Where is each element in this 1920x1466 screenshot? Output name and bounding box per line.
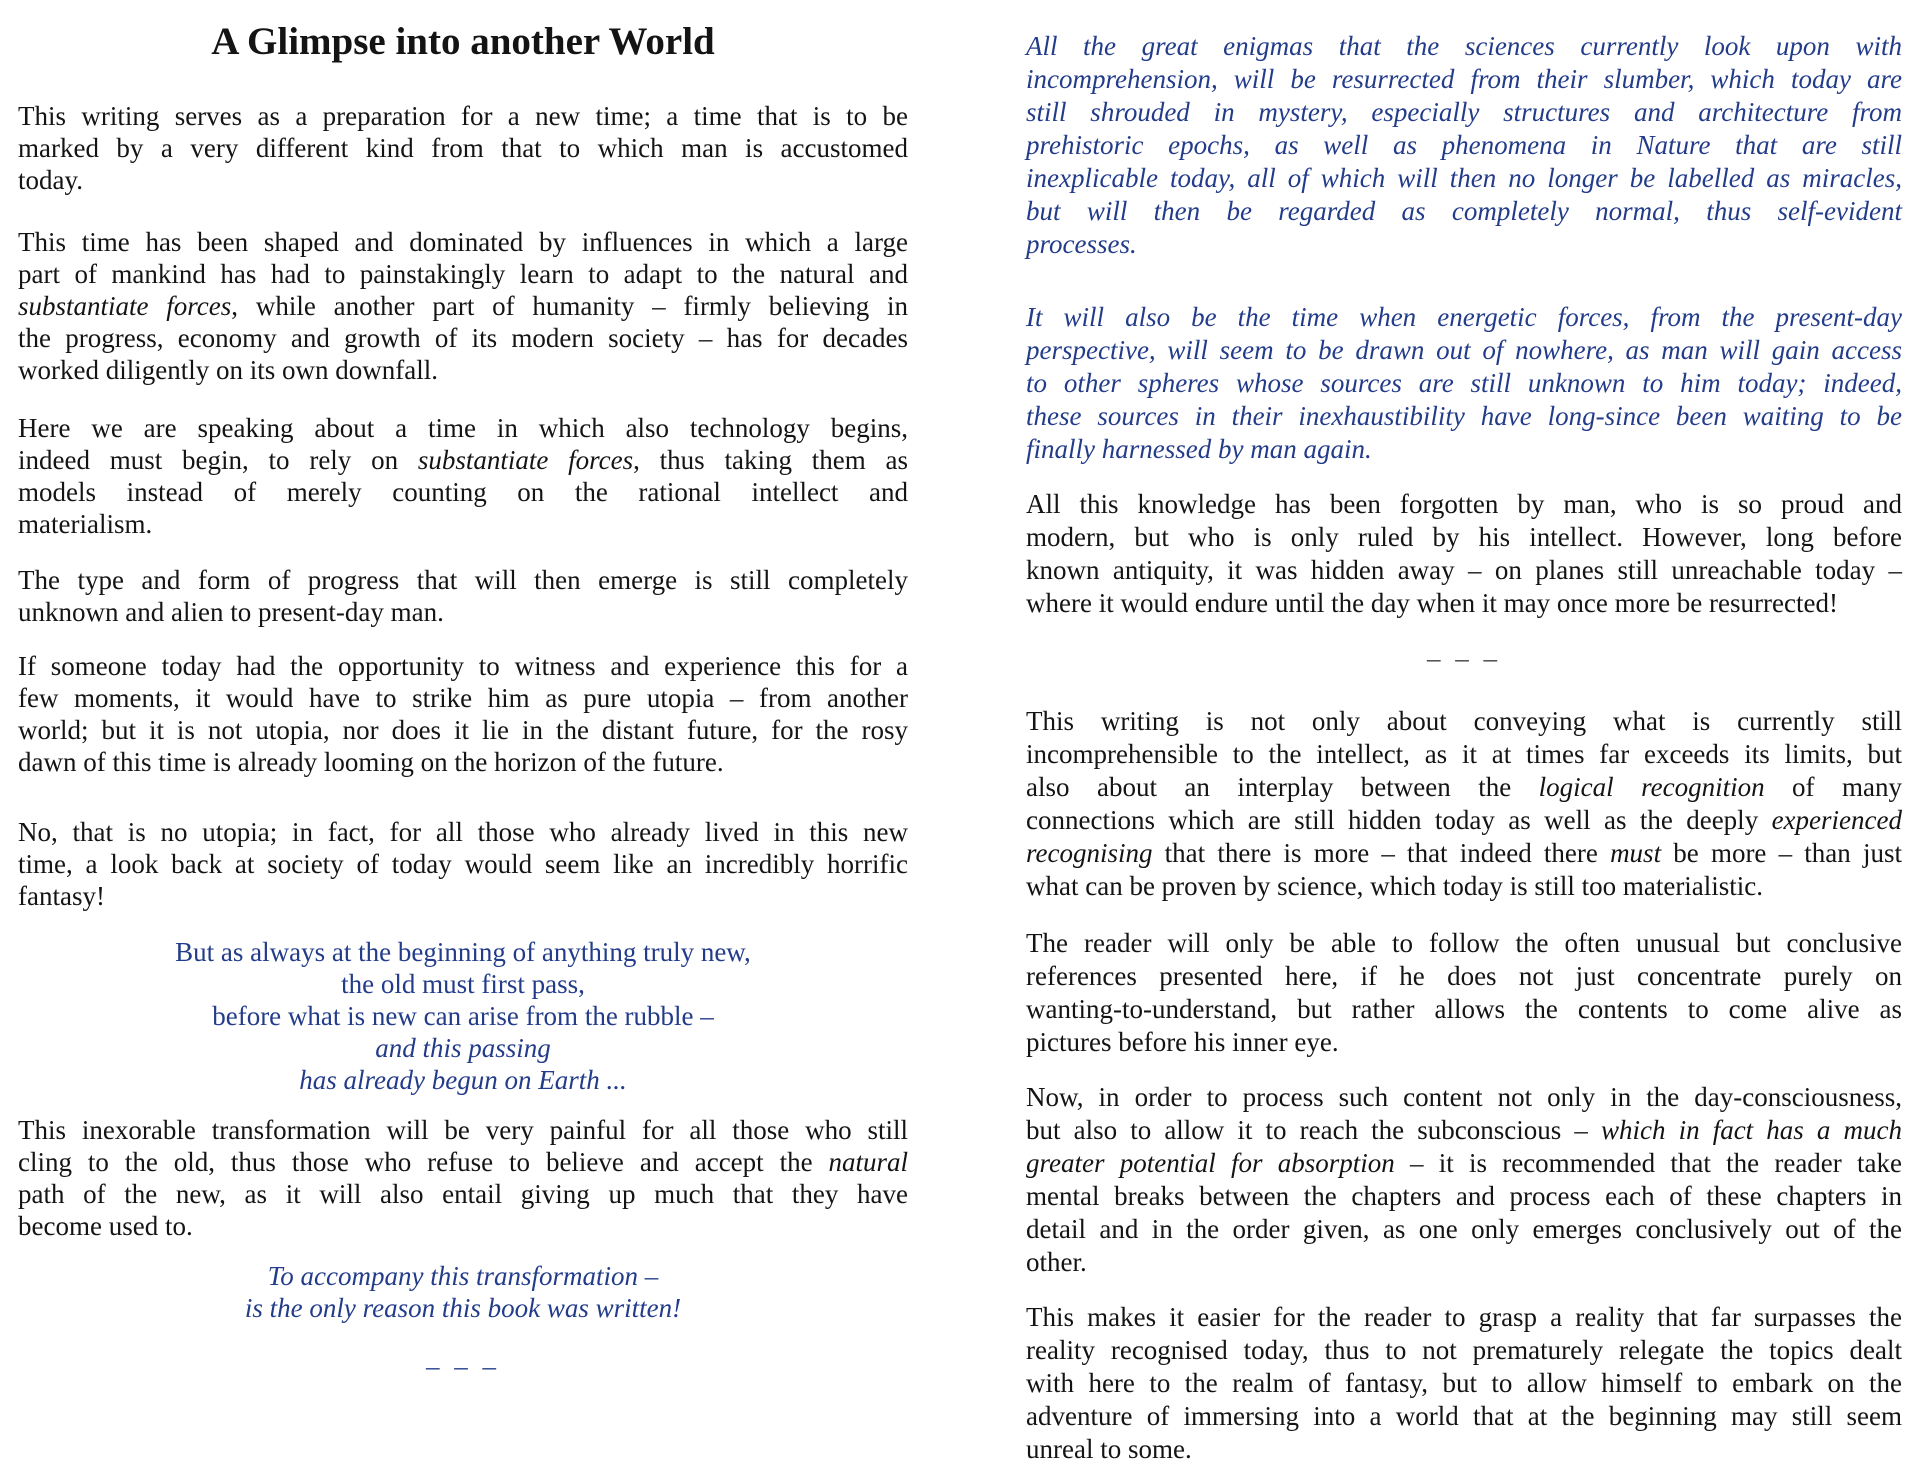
text-line: – – – [426,1351,500,1381]
quote-center-blue [18,936,908,1096]
text-line: This writing is not only about conveying what is currently still [1026,706,1902,736]
text-line: reality recognised today, thus to not prematurely relegate the topics dealt [1026,1335,1902,1365]
text-line: pictures before his inner eye. [1026,1027,1339,1057]
text-line: models instead of merely counting on the rational intellect and [18,477,908,507]
text-line: unreal to some. [1026,1434,1192,1464]
text-line: Here we are speaking about a time in which also technology begins, [18,413,908,443]
body-paragraph [18,650,908,778]
text-line: greater potential for absorption – it is recommended that the reader take [1026,1148,1902,1178]
text-line: prehistoric epochs, as well as phenomena in Nature that are still [1026,130,1902,160]
text-line: the old must first pass, [341,969,585,999]
text-line: path of the new, as it will also entail giving up much that they have [18,1179,908,1209]
text-line: known antiquity, it was hidden away – on planes still unreachable today – [1026,555,1902,585]
body-paragraph [18,412,908,540]
text-line: substantiate forces, while another part of humanity – firmly believing in [18,291,908,321]
text-line: mental breaks between the chapters and process each of these chapters in [1026,1181,1902,1211]
text-line: This writing serves as a preparation for a new time; a time that is to be [18,101,908,131]
text-line: part of mankind has had to painstakingly learn to adapt to the natural and [18,259,908,289]
text-line: All the great enigmas that the sciences currently look upon with [1026,31,1902,61]
text-line: All this knowledge has been forgotten by man, who is so proud and [1026,489,1902,519]
text-line: other. [1026,1247,1087,1277]
body-paragraph [1026,488,1902,620]
text-line: perspective, will seem to be drawn out of nowhere, as man will gain access [1026,335,1902,365]
text-line: where it would endure until the day when it may once more be resurrected! [1026,588,1838,618]
text-line: marked by a very different kind from that to which man is accustomed [18,133,908,163]
text-line: the progress, economy and growth of its modern society – has for decades [18,323,908,353]
text-line: to other spheres whose sources are still unknown to him today; indeed, [1026,368,1902,398]
text-line: worked diligently on its own downfall. [18,355,438,385]
text-line: But as always at the beginning of anything truly new, [175,937,751,967]
text-line: fantasy! [18,881,105,911]
page-title: A Glimpse into another World [211,20,715,63]
text-line: indeed must begin, to rely on substantiate forces, thus taking them as [18,445,908,475]
text-line: these sources in their inexhaustibility have long-since been waiting to be [1026,401,1902,431]
text-line: still shrouded in mystery, especially structures and architecture from [1026,97,1902,127]
text-line: detail and in the order given, as one only emerges conclusively out of the [1026,1214,1902,1244]
text-line: time, a look back at society of today would seem like an incredibly horrific [18,849,908,879]
body-paragraph [18,226,908,386]
body-paragraph [1026,927,1902,1059]
text-line: If someone today had the opportunity to witness and experience this for a [18,651,908,681]
text-line: wanting-to-understand, but rather allows the contents to come alive as [1026,994,1902,1024]
text-line: but also to allow it to reach the subconscious – which in fact has a much [1026,1115,1902,1145]
quote-italic-blue [18,1260,908,1324]
left-page [18,0,908,1382]
body-paragraph [18,1114,908,1242]
text-line: This makes it easier for the reader to grasp a reality that far surpasses the [1026,1302,1902,1332]
text-line: what can be proven by science, which today is still too materialistic. [1026,871,1764,901]
text-line: but will then be regarded as completely normal, thus self-evident [1026,196,1902,226]
text-line: Now, in order to process such content not only in the day-consciousness, [1026,1082,1902,1112]
text-line: – – – [1427,643,1501,673]
text-line: inexplicable today, all of which will then no longer be labelled as miracles, [1026,163,1902,193]
text-line: incomprehension, will be resurrected from their slumber, which today are [1026,64,1902,94]
text-line: It will also be the time when energetic forces, from the present-day [1026,302,1902,332]
text-line: processes. [1026,229,1137,259]
text-line: unknown and alien to present-day man. [18,597,444,627]
text-line: is the only reason this book was written! [244,1293,682,1323]
text-line: materialism. [18,509,153,539]
text-line: world; but it is not utopia, nor does it lie in the distant future, for the rosy [18,715,908,745]
right-page [1026,0,1902,1466]
text-line: The type and form of progress that will then emerge is still completely [18,565,908,595]
text-line: and this passing [375,1033,551,1063]
text-line: finally harnessed by man again. [1026,434,1372,464]
separator-dashes [18,1350,908,1382]
quote-paragraph-blue [1026,30,1902,261]
text-line: references presented here, if he does not just concentrate purely on [1026,961,1902,991]
text-line: become used to. [18,1211,193,1241]
text-line: also about an interplay between the logical recognition of many [1026,772,1902,802]
text-line: incomprehensible to the intellect, as it at times far exceeds its limits, but [1026,739,1902,769]
body-paragraph [18,816,908,912]
text-line: adventure of immersing into a world that at the beginning may still seem [1026,1401,1902,1431]
body-paragraph [1026,1301,1902,1466]
body-paragraph [1026,1081,1902,1279]
separator-dashes [1026,642,1902,675]
text-line: with here to the realm of fantasy, but to allow himself to embark on the [1026,1368,1902,1398]
text-line: connections which are still hidden today as well as the deeply experienced [1026,805,1902,835]
text-line: cling to the old, thus those who refuse to believe and accept the natural [18,1147,908,1177]
text-line: This inexorable transformation will be very painful for all those who still [18,1115,908,1145]
right-page-text [1026,30,1902,1466]
text-line: before what is new can arise from the rubble – [212,1001,714,1031]
body-paragraph [18,100,908,196]
text-line: To accompany this transformation – [267,1261,659,1291]
text-line: today. [18,165,83,195]
text-line: No, that is no utopia; in fact, for all those who already lived in this new [18,817,908,847]
text-line: recognising that there is more – that indeed there must be more – than just [1026,838,1902,868]
text-line: The reader will only be able to follow the often unusual but conclusive [1026,928,1902,958]
text-line: dawn of this time is already looming on the horizon of the future. [18,747,724,777]
body-paragraph [1026,705,1902,903]
text-line: few moments, it would have to strike him as pure utopia – from another [18,683,908,713]
text-line: This time has been shaped and dominated by influences in which a large [18,227,908,257]
body-paragraph [18,564,908,628]
left-page-text [18,100,908,1382]
text-line: has already begun on Earth ... [299,1065,627,1095]
text-line: modern, but who is only ruled by his intellect. However, long before [1026,522,1902,552]
quote-paragraph-blue [1026,301,1902,466]
